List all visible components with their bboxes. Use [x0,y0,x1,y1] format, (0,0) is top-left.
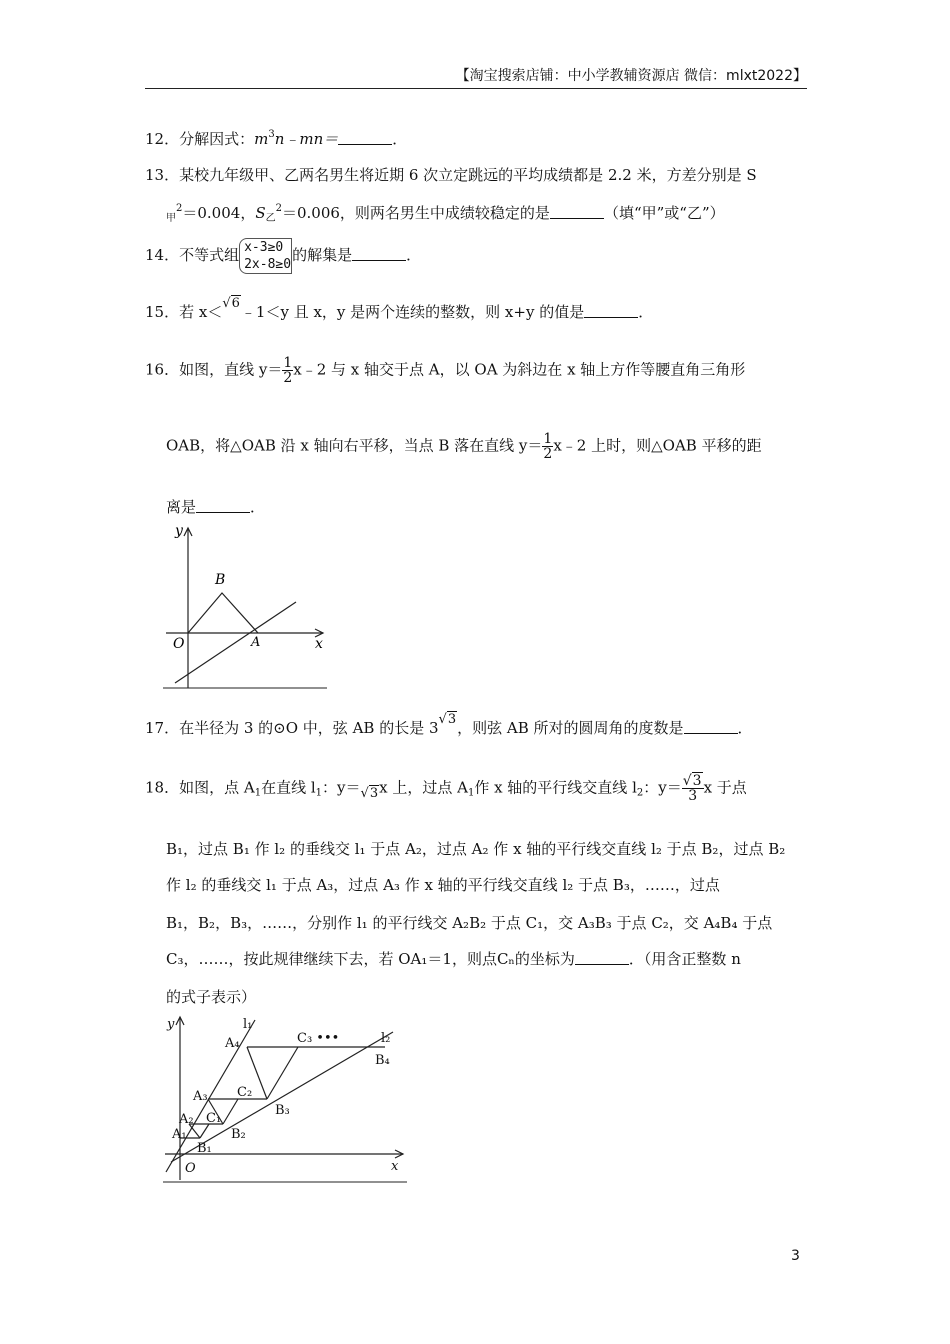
fraction-one-half-2 [542,432,553,461]
label-b2: B₂ [231,1127,246,1142]
q18-text-c: ：y＝ [322,778,361,797]
label-a1: A₁ [172,1127,187,1142]
label-b: B [215,572,226,588]
label-a4: A₄ [225,1036,240,1051]
question-18-line3: 作 l₂ 的垂线交 l₁ 于点 A₃，过点 A₃ 作 x 轴的平行线交直线 l₂ 于点 B₃，……，过点 [166,876,720,894]
label-b1: B₁ [197,1141,212,1156]
q16-end: ． [250,498,266,516]
q13-square-2: 2 [275,203,282,214]
question-number: 18． [145,778,180,797]
q12-exponent: 3 [268,129,275,140]
question-number: 16． [145,360,180,379]
q13-s: S [255,204,266,222]
q12-text: 分解因式： [179,130,255,148]
sqrt-6: √6 [222,296,240,311]
q16-text-5: 离是 [166,498,197,516]
fraction-one-half [282,356,293,385]
q16-text-2: x﹣2 与 x 轴交于点 A，以 OA 为斜边在 x 轴上方作等腰直角三角形 [293,360,746,379]
q15-text-2: ﹣1＜y 且 x，y 是两个连续的整数，则 x+y 的值是 [240,303,585,321]
label-y: y [167,1017,175,1032]
question-18-line4: B₁，B₂，B₃，……，分别作 l₁ 的平行线交 A₂B₂ 于点 C₁，交 A₃B₃ 于点 C₂，交 A₄B₄ 于点 [166,914,773,932]
page-number: 3 [791,1248,800,1264]
radicand: 3 [447,712,457,727]
label-a: A [251,635,261,650]
question-17 [145,712,753,738]
figure-18 [163,1012,413,1188]
q16-text: 如图，直线 y＝ [179,360,283,379]
fraction-sqrt3-over-3 [682,774,704,803]
question-16-line2 [166,432,762,461]
q13-text: 某校九年级甲、乙两名男生将近期 6 次立定跳远的平均成绩都是 2.2 米，方差分别是 S [179,166,757,184]
question-number: 17． [145,719,180,737]
q13-value-1: ＝0.004， [182,204,256,222]
question-number: 12． [145,130,180,148]
inequality-2: 2x-8≥0 [244,257,292,272]
q13-hint: （填“甲”或“乙”） [603,204,725,222]
q13-square: 2 [176,203,183,214]
q15-text: 若 x＜ [179,303,223,321]
answer-blank [584,305,638,318]
denominator: 3 [688,788,698,804]
figure-16 [163,518,333,693]
question-18-line1 [145,774,747,803]
q18-text-g: x 于点 [703,778,747,797]
sub-2: 2 [636,787,644,799]
q12-var: m [254,130,269,148]
q18-text-f: ：y＝ [643,778,682,797]
denominator: 2 [283,370,293,386]
label-l1: l₁ [243,1017,253,1032]
radicand: 3 [692,773,702,789]
q14-text: 不等式组 [179,246,240,264]
label-c2: C₂ [237,1085,253,1100]
radicand: 3 [369,785,379,801]
answer-blank [575,952,629,965]
q12-expr: n﹣mn＝ [274,130,339,148]
denominator: 2 [543,446,553,462]
sqrt-3: √3 [438,712,457,727]
q17-end: ． [737,719,753,737]
sub-1b: 1 [315,787,323,799]
label-y: y [175,523,183,539]
numerator: √3 [682,773,702,789]
question-18-line5 [166,948,741,969]
answer-blank [684,721,738,734]
line-y-half-x-minus-2 [175,602,296,683]
q18-text-b: 在直线 l [261,778,316,797]
question-12 [145,128,407,149]
q12-end: ． [392,130,408,148]
label-b4: B₄ [375,1053,390,1068]
question-14 [145,238,421,274]
inequality-1: x-3≥0 [244,240,284,255]
q18-text-l5a: C₃，……，按此规律继续下去，若 OA₁＝1，则点Cₙ的坐标为 [166,950,575,968]
answer-blank [550,206,604,219]
question-13-line1 [145,164,757,185]
q16-text-4: x﹣2 上时，则△OAB 平移的距 [553,436,762,455]
sub-1c: 1 [467,787,475,799]
question-18-line6: 的式子表示） [166,988,257,1006]
triangle-oab [188,593,258,633]
question-15 [145,296,653,322]
numerator: 1 [543,431,553,447]
q18-text-a: 如图，点 A [179,778,255,797]
page-header: 【淘宝搜索店铺：中小学教辅资源店 微信：mlxt2022】 [145,66,807,89]
label-a2: A₂ [179,1112,194,1127]
q15-end: ． [638,303,654,321]
label-x: x [391,1159,399,1174]
question-18-line2: B₁，过点 B₁ 作 l₂ 的垂线交 l₁ 于点 A₂，过点 A₂ 作 x 轴的平行线交直线 l₂ 于点 B₂，过点 B₂ [166,840,786,858]
q13-sub-jia: 甲 [166,213,176,224]
numerator: 1 [283,355,293,371]
answer-blank [352,248,406,261]
question-number: 14． [145,246,180,264]
label-a3: A₃ [193,1089,208,1104]
answer-blank [338,132,392,145]
q13-value-2: ＝0.006，则两名男生中成绩较稳定的是 [281,204,550,222]
label-l2: l₂ [381,1031,391,1046]
label-c3: C₃ ••• [297,1031,340,1046]
question-13-line2 [166,202,725,224]
question-16-line3 [166,496,265,517]
q18-text-l5b: ．（用含正整数 n [628,950,741,968]
question-16-line1 [145,356,745,385]
answer-blank [196,500,250,513]
segment-b2c2 [223,1099,238,1124]
sqrt-3-l1: √3 [360,785,379,801]
q18-text-d: x 上，过点 A [379,778,468,797]
label-o: O [173,636,185,652]
q18-text-e: 作 x 轴的平行线交直线 l [474,778,637,797]
q14-end: ． [406,246,422,264]
q17-text: 在半径为 3 的⊙O 中，弦 AB 的长是 3 [179,719,439,737]
inequality-system [239,238,292,274]
q14-text-2: 的解集是 [292,246,353,264]
label-c1: C₁ [206,1111,222,1126]
label-b3: B₃ [275,1103,290,1118]
question-number: 15． [145,303,180,321]
label-o: O [185,1161,196,1176]
question-number: 13． [145,166,180,184]
radicand: 6 [231,296,240,311]
segment-b3c3 [267,1047,298,1099]
q16-text-3: OAB，将△OAB 沿 x 轴向右平移，当点 B 落在直线 y＝ [166,436,543,455]
label-x: x [315,636,323,652]
sub-1: 1 [254,787,262,799]
segment-b1c1 [200,1124,209,1138]
q13-sub-yi: 乙 [265,213,276,224]
q17-text-2: ，则弦 AB 所对的圆周角的度数是 [457,719,684,737]
